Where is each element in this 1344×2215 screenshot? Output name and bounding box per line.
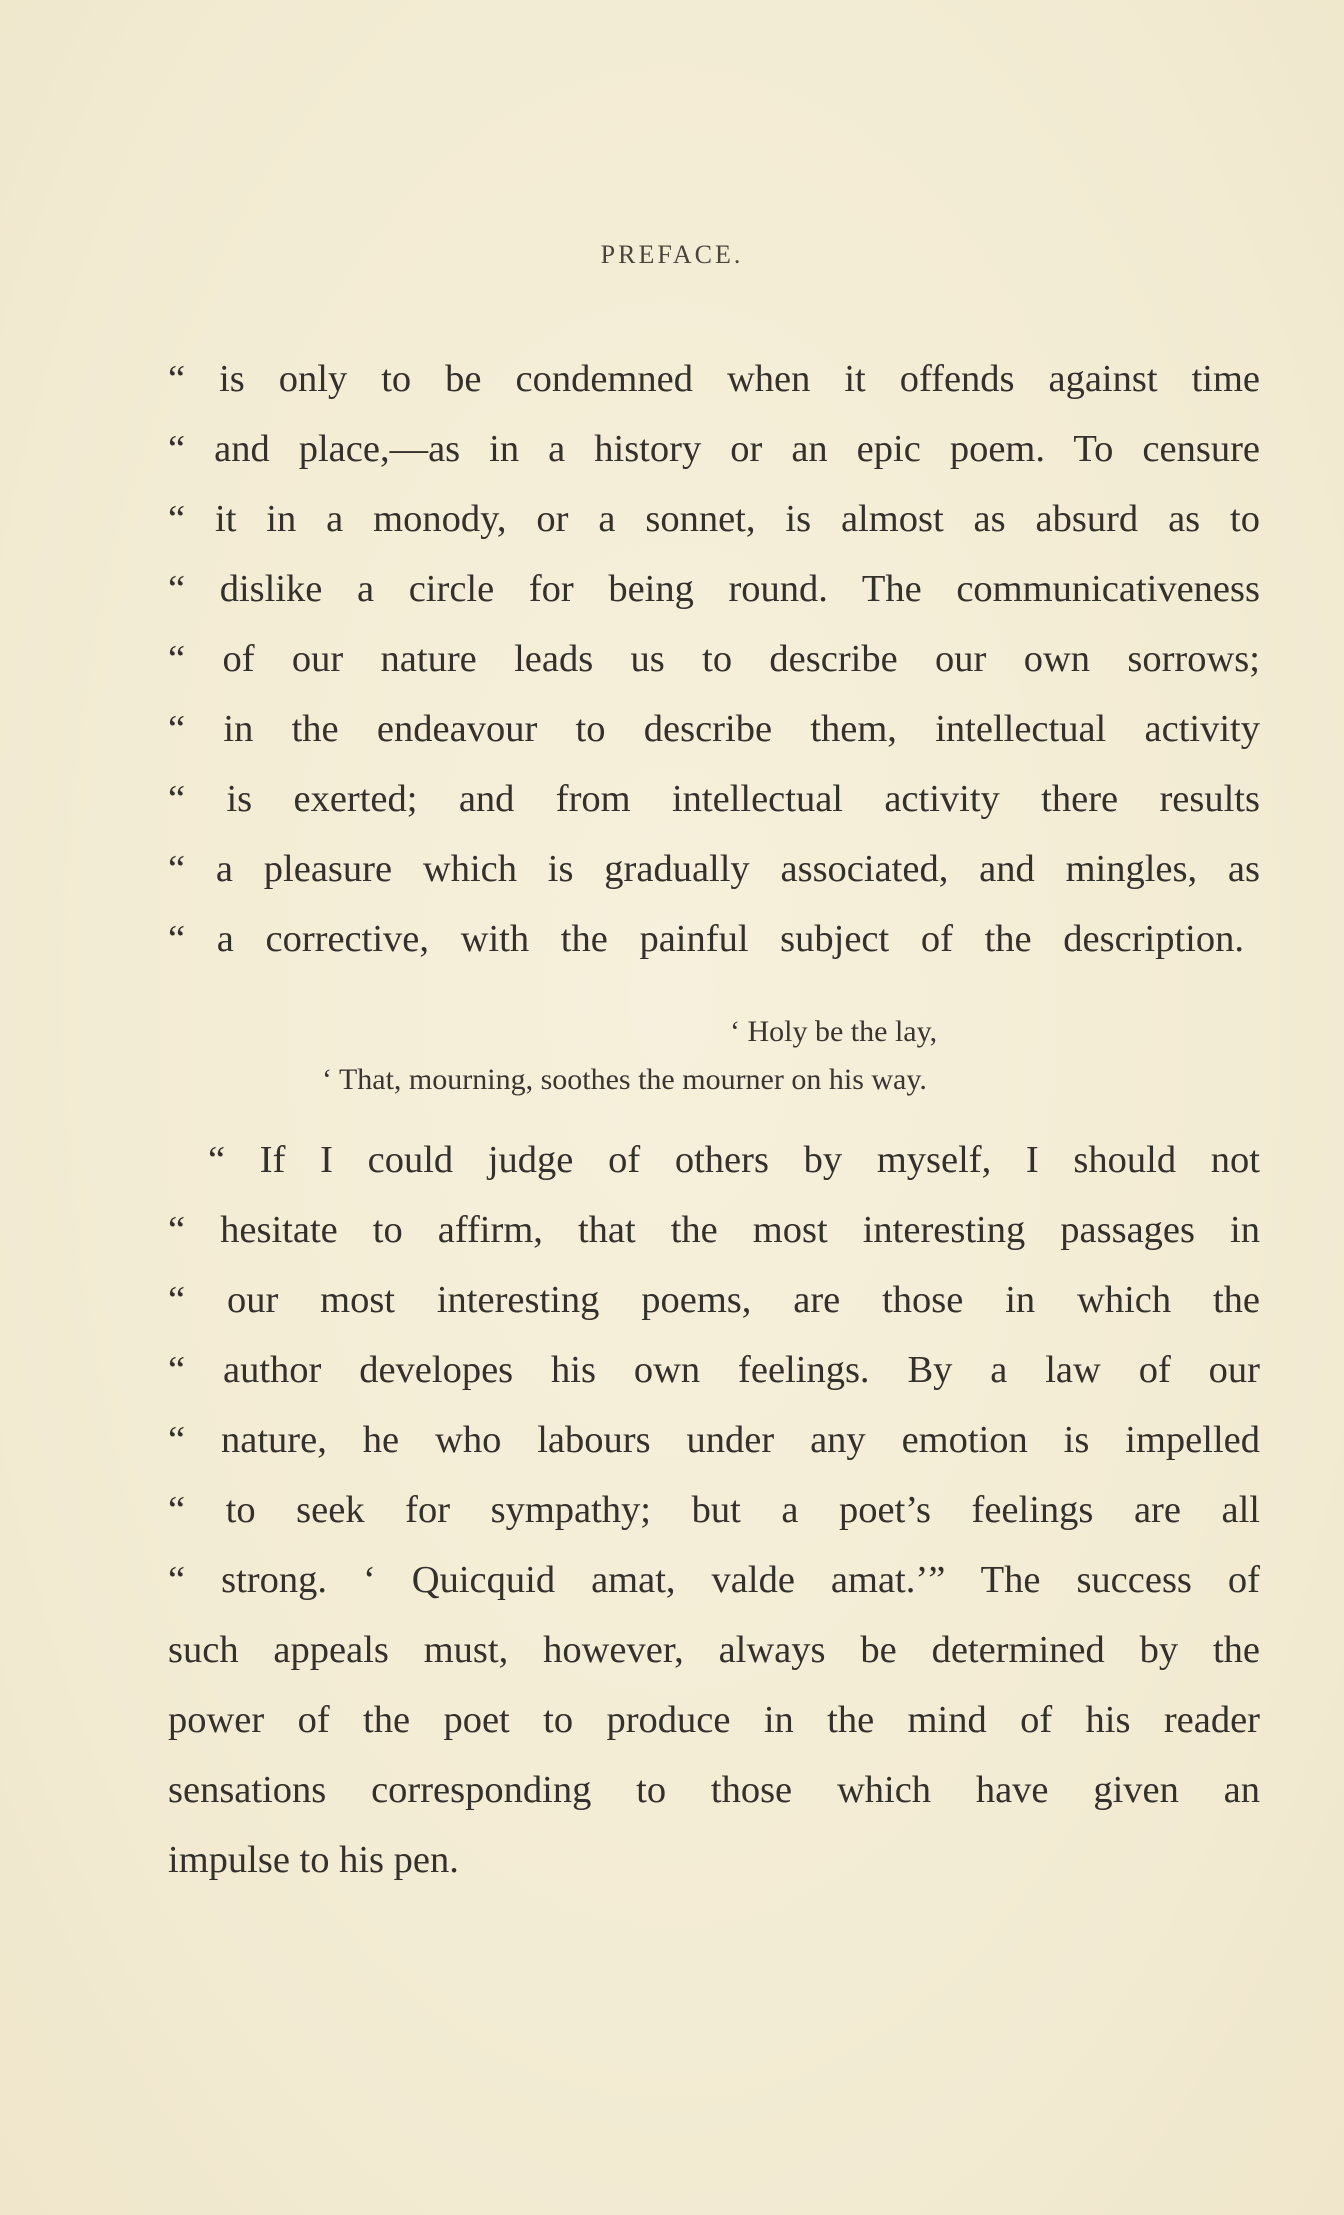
text-line: “ is exerted; and from intellectual activity there results	[168, 778, 1260, 820]
text-line: “ our most interesting poems, are those in which the	[168, 1279, 1260, 1321]
text-line: “ a pleasure which is gradually associated, and mingles, as	[168, 848, 1260, 890]
text-line: “ to seek for sympathy; but a poet’s feelings are all	[168, 1489, 1260, 1531]
text-line: “ strong. ‘ Quicquid amat, valde amat.’” The success of	[168, 1559, 1260, 1601]
text-line: “ author developes his own feelings. By a law of our	[168, 1349, 1260, 1391]
text-line: “ and place,—as in a history or an epic poem. To censure	[168, 428, 1260, 470]
text-line: “ nature, he who labours under any emotion is impelled	[168, 1419, 1260, 1461]
text-line: impulse to his pen.	[168, 1839, 459, 1881]
text-line: power of the poet to produce in the mind of his reader	[168, 1699, 1260, 1741]
text-line: “ hesitate to affirm, that the most interesting passages in	[168, 1209, 1260, 1251]
verse-line: ‘ That, mourning, soothes the mourner on his way.	[322, 1063, 927, 1096]
text-line: “ If I could judge of others by myself, I should not	[208, 1139, 1260, 1181]
text-line: “ in the endeavour to describe them, intellectual activity	[168, 708, 1260, 750]
text-line: “ of our nature leads us to describe our own sorrows;	[168, 638, 1260, 680]
verse-line: ‘ Holy be the lay,	[730, 1015, 938, 1048]
text-line: sensations corresponding to those which have given an	[168, 1769, 1260, 1811]
page-header: PREFACE.	[600, 240, 744, 269]
text-line: “ is only to be condemned when it offends against time	[168, 358, 1260, 400]
text-line: “ a corrective, with the painful subject of the description.	[168, 918, 1244, 960]
text-line: such appeals must, however, always be determined by the	[168, 1629, 1260, 1671]
text-line: “ it in a monody, or a sonnet, is almost as absurd as to	[168, 498, 1260, 540]
text-line: “ dislike a circle for being round. The communicativeness	[168, 568, 1260, 610]
